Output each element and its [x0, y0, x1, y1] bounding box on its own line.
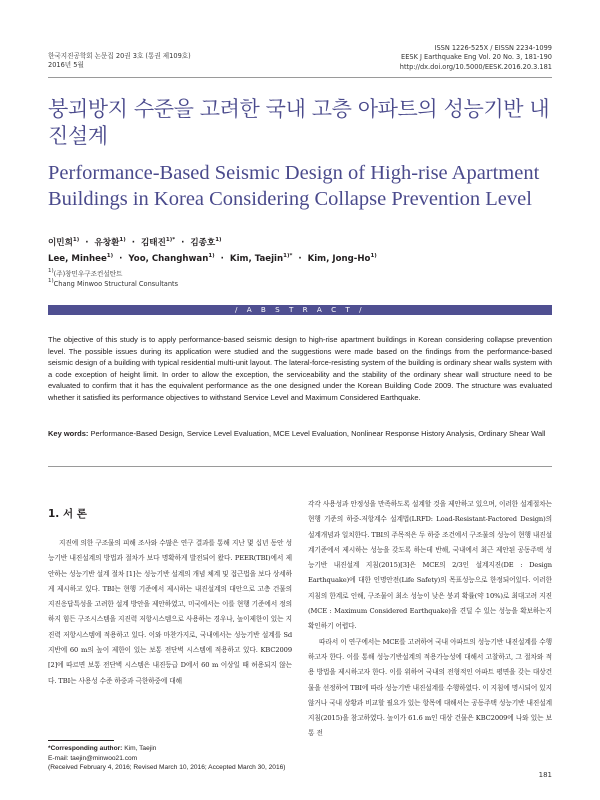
- author-name: Lee, Minhee: [48, 254, 107, 264]
- abstract-banner: [48, 305, 552, 315]
- footnote: [48, 744, 286, 773]
- header-divider: [48, 77, 552, 78]
- journal-name-en: EESK J Earthquake Eng Vol. 20 No. 3, 181-190: [401, 53, 552, 62]
- footnote-divider: [48, 740, 114, 741]
- abstract-label: / A B S T R A C T /: [234, 305, 366, 314]
- affiliation-korean: [48, 268, 123, 278]
- author-sup: 1)*: [283, 253, 293, 259]
- author-name: 이민희: [48, 238, 73, 248]
- title-korean: 붕괴방지 수준을 고려한 국내 고층 아파트의 성능기반 내진설계: [48, 97, 550, 148]
- authors-english: Lee, Minhee$^{1)}$ · Yoo, Changhwan$^{1)}$ · Kim, Taejin$^{1)*}$ · Kim, Jong-Ho$^{1)}$: [48, 253, 377, 264]
- body-column-right: [308, 497, 552, 742]
- author-name: Kim, Taejin: [229, 254, 284, 264]
- journal-header-en: [400, 44, 552, 72]
- page-number: 181: [538, 771, 552, 779]
- author-name: 김태진: [140, 238, 166, 248]
- journal-date-ko: 2016년 5월: [48, 61, 84, 70]
- author-name: 유창환: [94, 238, 120, 248]
- keywords: [48, 428, 552, 440]
- affiliation-sup: 1): [48, 278, 54, 284]
- author-name: Kim, Jong-Ho: [307, 254, 371, 264]
- abstract-divider: [48, 466, 552, 467]
- author-sup: 1)*: [165, 237, 176, 243]
- author-sup: 1): [208, 253, 215, 259]
- author-sup: 1): [119, 237, 126, 243]
- issn: ISSN 1226-525X / EISSN 2234-1099: [434, 44, 552, 52]
- paragraph: 따라서 이 연구에서는 MCE를 고려하여 국내 아파트의 성능기반 내진설계를 수행하고자 한다. 이를 통해 성능기반설계의 적용가능성에 대해서 고찰하고, 그 절차와 적용 방법을 제시하고자 한다. 이를 위하여 국내의 전형적인 아파트 평면을 갖는 대상건물을 선정하여 TBI에 따라 성능기반 내진설계를 수행하였다. 이 지침에 명시되어 있지 않거나 국내 상황과 비교할 필요가 있는 항목에 대해서는 공동주택 성능기반 내진설계 지침(2015)을 참고하였다. 높이가 61.6 m인 대상 건물은 KBC2009에 나와 있는 보통 전: [308, 637, 552, 738]
- body-column-left: [48, 536, 292, 689]
- doi-link[interactable]: http://dx.doi.org/10.5000/EESK.2016.20.3.181: [399, 62, 552, 71]
- abstract-text: The objective of this study is to apply performance-based seismic design to high-rise apartment buildings in Korean considering collapse prevention level. The possible issues during its application were studied and the suggestions were made based on the findings from the performance-based seismic design of a building with typical residential multi-unit layout. The lateral-force-resisting system of the building is ordinary shear walls system with a code exception of height limit. In order to allow the exception, the serviceability and the stability of the ordinary shear wall structure need to be evaluated to confirm that it has the equivalent performance as the one designed under the Korean Building Code 2009. The structure was evaluated whether it satisfied its performance objectives to withstand Service Level and Maximum Considered Earthquake.: [48, 335, 552, 402]
- authors-korean: 이민희$^{1)}$ · 유창환$^{1)}$ · 김태진$^{1)*}$ · 김종호$^{1)}$: [48, 237, 222, 248]
- title-english: Performance-Based Seismic Design of High-rise Apartment Buildings in Korea Considering Collapse Prevention Level: [48, 162, 540, 210]
- author-sup: 1): [72, 237, 80, 243]
- affiliation-english: [48, 278, 178, 288]
- author-sup: 1): [106, 253, 114, 259]
- keywords-list: Performance-Based Design, Service Level Evaluation, MCE Level Evaluation, Nonlinear Response History Analysis, Ordinary Shear Wall: [90, 429, 546, 438]
- author-sup: 1): [370, 253, 377, 259]
- author-sup: 1): [215, 237, 222, 243]
- affiliation-sup: 1): [48, 268, 54, 274]
- journal-name-ko: 한국지진공학회 논문집 20권 3호 (통권 제109호): [48, 52, 191, 60]
- footnote-label: *Corresponding author:: [48, 745, 123, 752]
- author-email[interactable]: E-mail: taejin@minwoo21.com: [48, 754, 138, 762]
- corresponding-author: Kim, Taejin: [124, 745, 157, 752]
- keywords-label: Key words:: [48, 429, 89, 438]
- section-heading: 1. 서 론: [48, 508, 87, 520]
- paragraph: 각각 사용성과 안정성을 만족하도록 설계할 것을 제안하고 있으며, 이러한 설계절차는 현행 기준의 하중-저항계수 설계법(LRFD: Load-Resistant-Factored Design)의 설계개념과 일치한다. TBI의 주목적은 두 하중 조건에서 구조물의 성능이 현행 내진설계기준에서 제시하는 성능을 갖도록 하는데 반해, 국내에서 최근 제안된 공동주택 성능기반 내진설계 지침(2015)[3]은 MCE의 2/3인 설계지진(DE : Design Earthquake)에 대한 인명안전(Life Safety)의 목표성능으로 한정되어있다. 이러한 지침의 한계로 인해, 구조물이 최소 성능이 낮은 붕괴 확률(약 10%)로 최대고려 지진(MCE : Maximum Considered Earthquake)을 견딜 수 있는 성능을 확보하는지 확인하기 어렵다.: [308, 500, 552, 631]
- author-name: Yoo, Changhwan: [128, 254, 209, 264]
- author-name: 김종호: [190, 238, 216, 248]
- affiliation-name-en: Chang Minwoo Structural Consultants: [53, 280, 179, 288]
- affiliation-name-ko: (주)창민우구조컨설탄트: [53, 270, 123, 278]
- paragraph: 지진에 의한 구조물의 피해 조사와 수많은 연구 결과를 통해 지난 몇 십년 동안 성능기반 내진설계의 방법과 절차가 보다 명확하게 발전되어 왔다. PEER(TBI)에서 제안하는 성능기반 설계 절차 [1]는 성능기반 설계의 개념 체계 및 접근법을 보다 상세하게 제시하고 있다. TBI는 현행 기준에서 제시하는 내진설계의 대안으로 고층 건물의 지진응답특성을 고려한 설계 방안을 제안하였고, 미국에서는 이를 현행 기준에서 정의하지 힘든 구조시스템을 지진력 저항시스템으로 사용하는 경우나, 높이제한이 있는 지진력 저항시스템에 적용하고 있다. 이와 마찬가지로, 국내에서는 성능기반 설계를 Sd지반에 60 m의 높이 제한이 있는 보통 전단벽 시스템에 적용하고 있다. KBC2009 [2]에 따르면 보통 전단벽 시스템은 내진등급 D에서 60 m 이상일 때 허용되지 않는다. TBI는 사용성 수준 하중과 극한하중에 대해: [48, 539, 292, 685]
- received-dates: (Received February 4, 2016; Revised March 10, 2016; Accepted March 30, 2016): [48, 764, 286, 772]
- journal-header-ko: [48, 52, 191, 71]
